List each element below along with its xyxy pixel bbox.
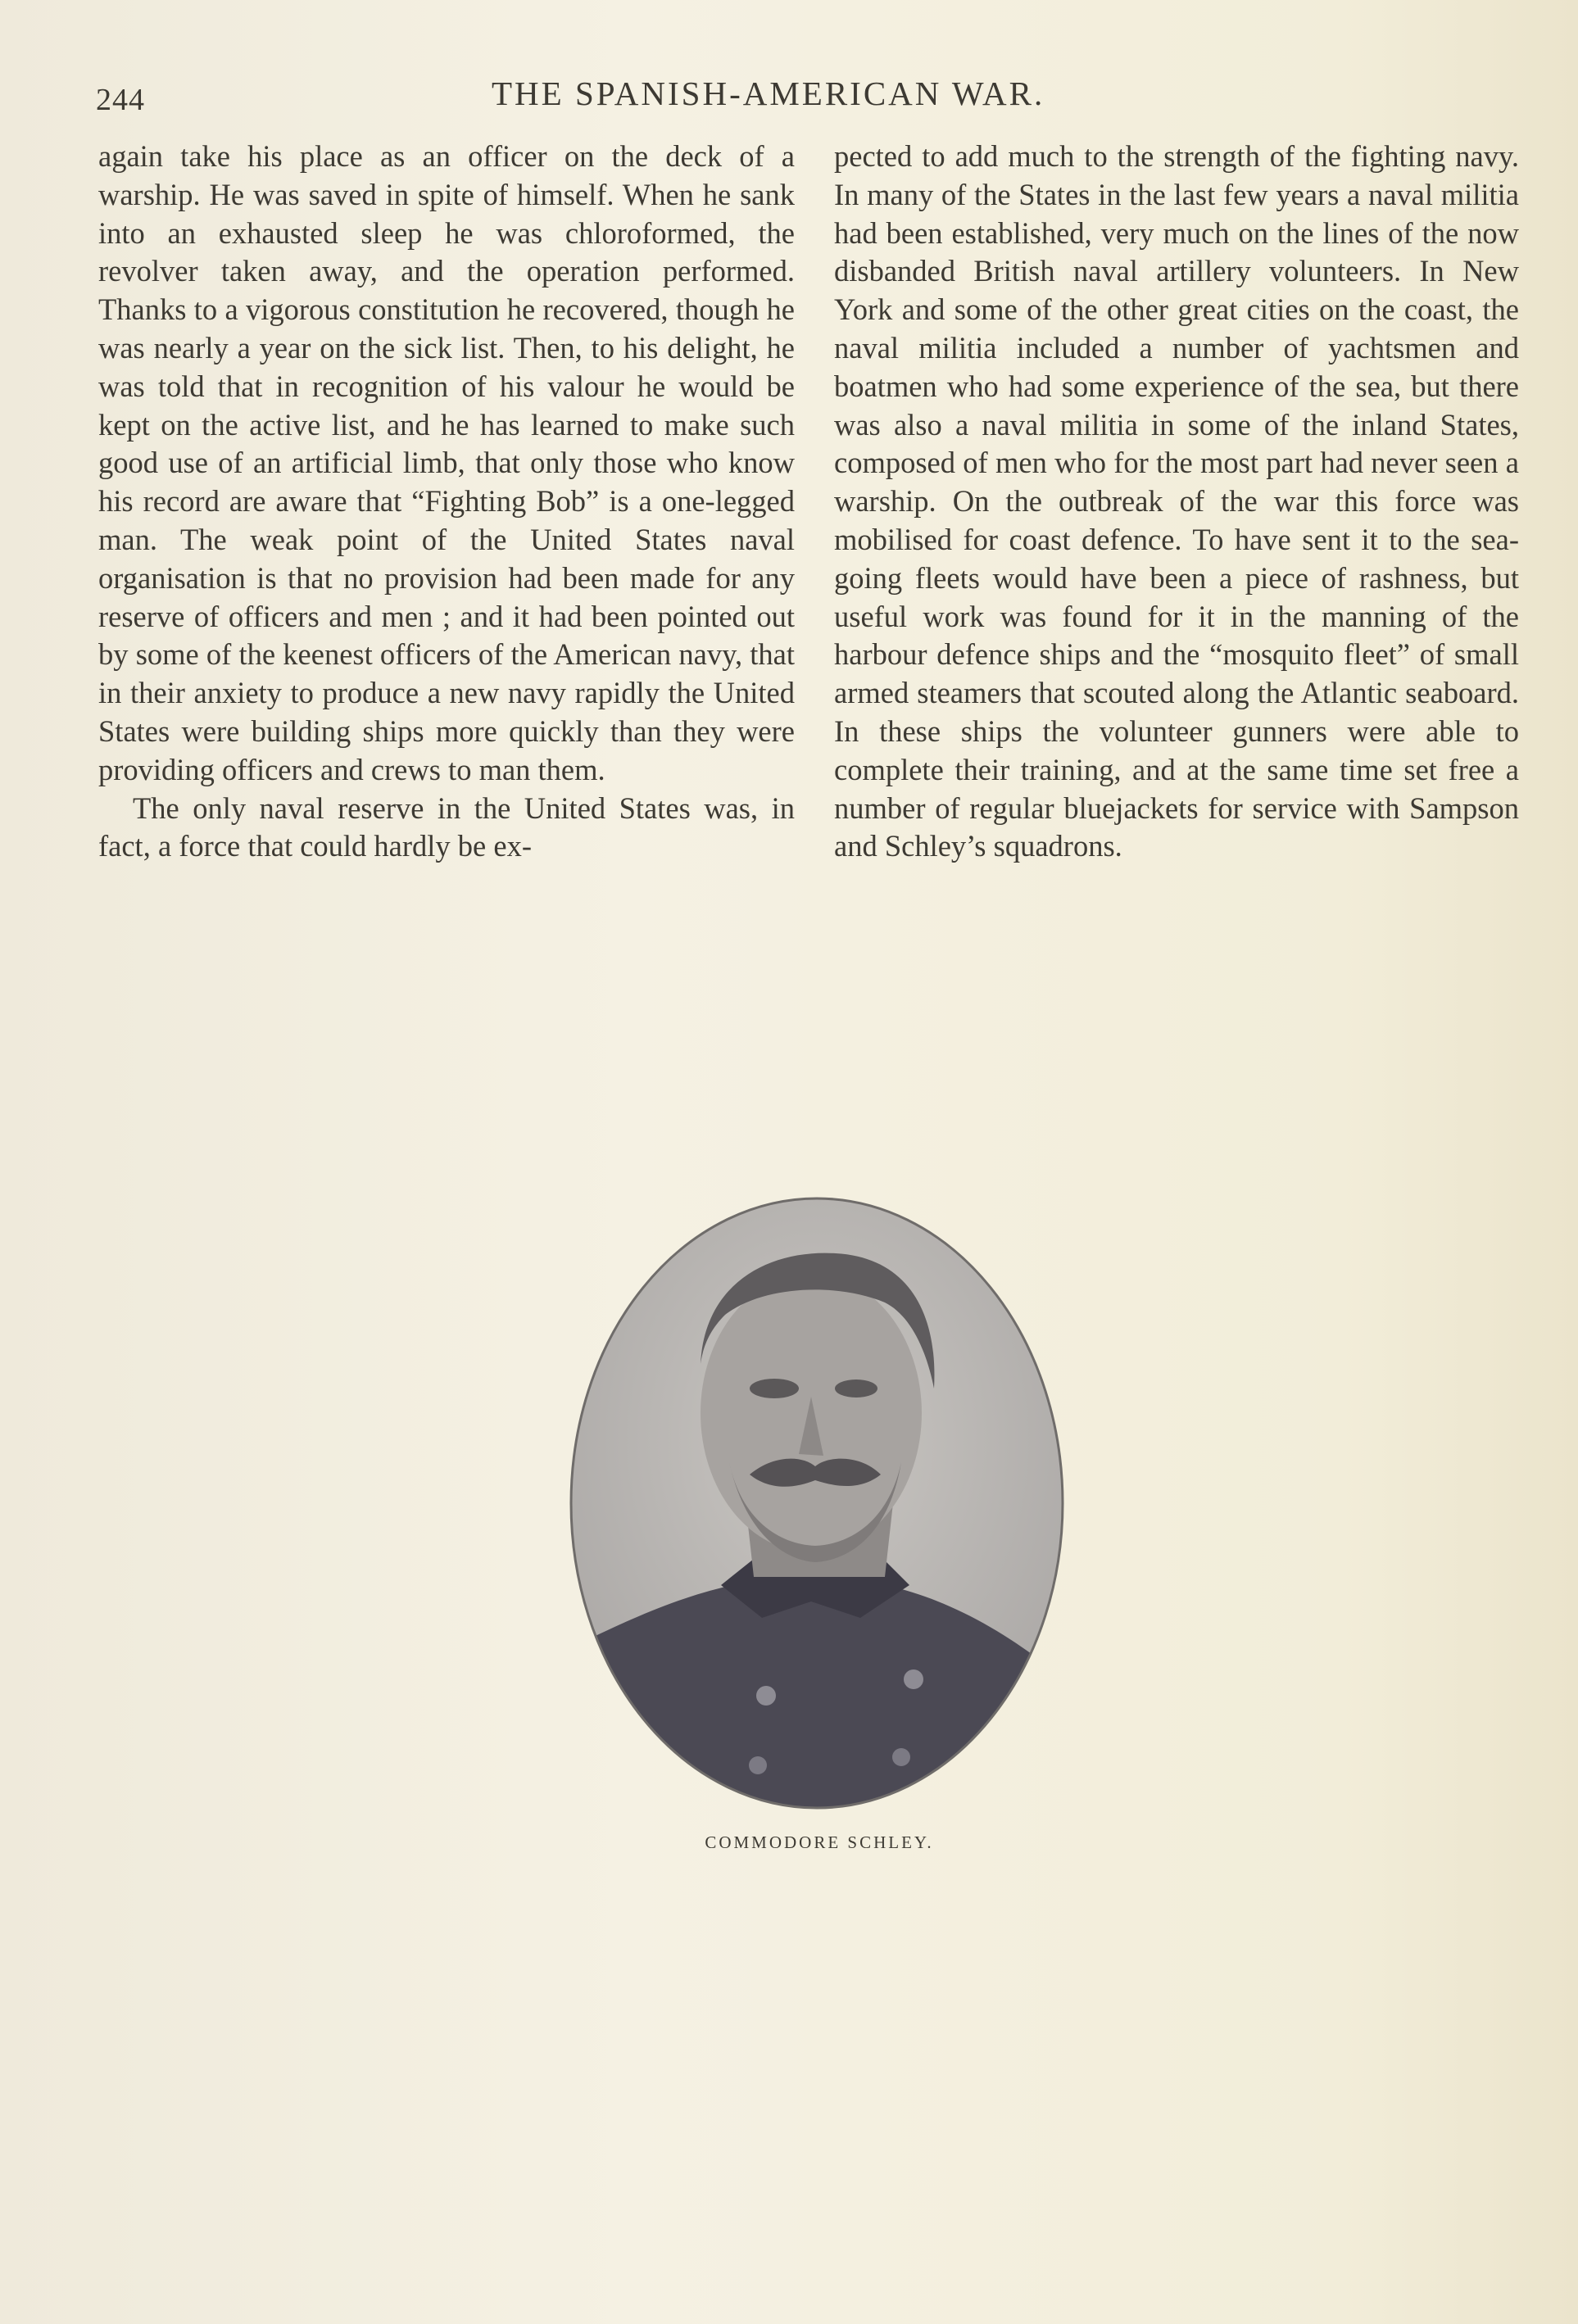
left-paragraph-2: The only naval reserve in the United States was, in fact, a force that could hardly be ex- xyxy=(98,791,795,863)
right-column xyxy=(834,138,1519,866)
portrait-caption: COMMODORE SCHLEY. xyxy=(705,1832,934,1852)
left-paragraph-1: again take his place as an officer on the deck of a warship. He was saved in spite of himself. When he sank into an exhausted sleep he was chloroformed, the revolver taken away, and the operation performed. Thanks to a vigorous constitution he recovered, though he was nearly a year on the sick list. Then, to his delight, he was told that in recognition of his valour he would be kept on the active list, and he has learned to make such good use of an artificial limb, that only those who know his record are aware that “Fighting Bob” is a one-legged man. The weak point of the United States naval organisation is that no provision had been made for any reserve of officers and men ; and it had been pointed out by some of the keenest officers of the American navy, that in their anxiety to produce a new navy rapidly the United States were building ships more quickly than they were providing officers and crews to man them. xyxy=(98,139,795,786)
right-paragraph-1: pected to add much to the strength of the fighting navy. In many of the States in the last few years a naval militia had been established, very much on the lines of the now disbanded British naval artillery volunteers. In New York and some of the other great cities on the coast, the naval militia included a number of yachtsmen and boatmen who had some experience of the sea, but there was also a naval militia in some of the inland States, composed of men who for the most part had never seen a warship. On the outbreak of the war this force was mobilised for coast defence. To have sent it to the sea-going fleets would have been a piece of rashness, but useful work was found for it in the manning of the harbour defence ships and the “mosquito fleet” of small armed steamers that scouted along the Atlantic seaboard. In these ships the volunteer gunners were able to complete their training, and at the same time set free a number of regular bluejackets for service with Sampson and Schley’s squadrons. xyxy=(834,139,1519,863)
portrait-image xyxy=(565,1192,1069,1814)
left-column xyxy=(98,138,795,866)
portrait-figure xyxy=(565,1192,1069,1814)
running-title: THE SPANISH-AMERICAN WAR. xyxy=(492,75,1045,112)
page-number: 244 xyxy=(96,83,145,117)
